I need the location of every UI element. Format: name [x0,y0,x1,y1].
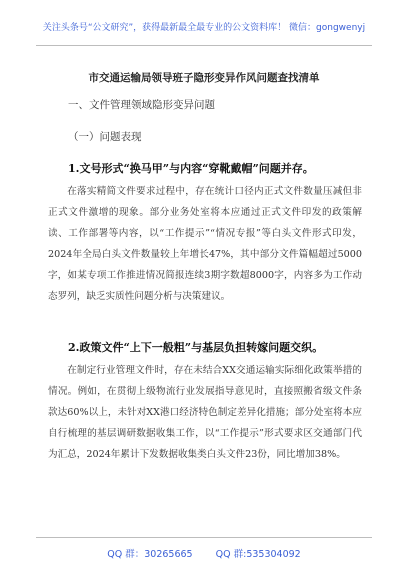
item-1-heading: 1.文号形式“换马甲”与内容“穿靴戴帽”问题并存。 [68,162,314,175]
header-divider [36,45,372,46]
qq-group-2: QQ 群:535304092 [215,549,301,560]
subsection-heading: （一）问题表现 [68,131,142,143]
section-heading: 一、文件管理领域隐形变异问题 [68,99,215,111]
item-2-paragraph: 在制定行业管理文件时，存在未结合XX交通运输实际细化政策举措的情况。例如，在贯彻上级物流行业发展指导意见时，直接照搬省级文件条款达60%以上，未针对XX港口经济特色制定差异化措施；部分处室将本应自行梳理的基层调研数据收集工作，以“工作提示”形式要求区交通部门代为汇总，2024年累计下发数据收集类白头文件23份，同比增加38%。 [48,365,362,460]
item-2-heading: 2.政策文件“上下一般粗”与基层负担转嫁问题交织。 [68,341,324,354]
footer [0,546,408,560]
document-title: 市交通运输局领导班子隐形变异作风问题查找清单 [88,72,320,84]
promo-banner: 关注头条号“公文研究”，获得最新最全最专业的公文资料库！ 微信：gongwenyj [42,23,366,33]
item-1-paragraph: 在落实精简文件要求过程中，存在统计口径内正式文件数量压减但非正式文件激增的现象。部分业务处室将本应通过正式文件印发的政策解读、工作部署等内容，以“工作提示”“情况专报”等白头文件形式印发，2024年全局白头文件数量较上年增长47%，其中部分文件篇幅超过5000字，如某专项工作推进情况简报连续3期字数超8000字，内容多为工作动态罗列，缺乏实质性问题分析与决策建议。 [48,186,362,302]
footer-divider [36,537,372,538]
qq-group-1: QQ 群：30265665 [107,549,193,560]
